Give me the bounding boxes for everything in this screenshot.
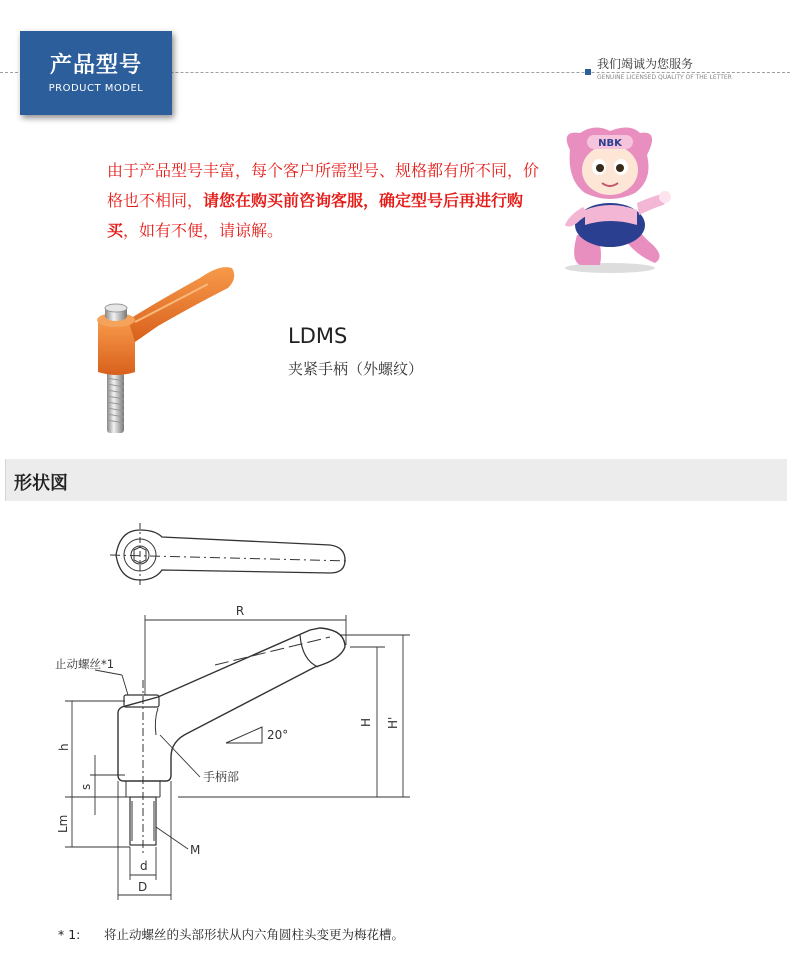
dim-h-prime: H'	[386, 716, 400, 729]
dim-h-upper: H	[359, 717, 373, 727]
service-subtext: GENUINE LICENSED QUALITY OF THE LETTER	[597, 74, 732, 81]
dim-s: s	[79, 783, 93, 790]
dim-lm: Lm	[56, 814, 70, 833]
notice-part1: 由于产品型号丰富，每个客户所需型号、规格都有所不同，价格也不相同，	[107, 161, 540, 210]
nbk-mascot-icon	[555, 125, 680, 275]
dim-d-large: D	[138, 880, 148, 894]
notice-text	[107, 156, 547, 246]
badge-subtitle: PRODUCT MODEL	[48, 83, 144, 94]
notice-part3: ，如有不便，请谅解。	[123, 221, 284, 240]
dim-r: R	[235, 604, 245, 618]
square-bullet-icon	[585, 69, 591, 75]
dim-d-small: d	[140, 859, 148, 873]
clamping-lever-image	[90, 260, 240, 435]
section-header	[5, 459, 787, 501]
thread-m-label: M	[190, 843, 201, 857]
section-title: 形状図	[14, 473, 68, 494]
product-code: LDMS	[288, 324, 348, 348]
side-view	[118, 628, 345, 855]
dim-h-lower: h	[57, 743, 71, 751]
technical-drawing	[40, 515, 420, 915]
notice-emphasis: 请您在购买前咨询客服，确定型号后再进行购买	[107, 191, 524, 240]
set-screw-label: 止动螺丝*1	[55, 657, 115, 671]
footnote-text: 将止动螺丝的头部形状从内六角圆柱头变更为梅花槽。	[104, 927, 405, 942]
badge-title: 产品型号	[49, 53, 142, 78]
section-badge	[20, 31, 172, 115]
dimension-lines	[55, 604, 410, 900]
product-name: 夹紧手柄（外螺纹）	[288, 360, 424, 378]
handle-label: 手柄部	[203, 770, 240, 784]
top-view	[110, 523, 350, 587]
mascot-badge-text: NBK	[598, 138, 622, 149]
angle-label: 20°	[267, 728, 289, 742]
footnote	[58, 925, 404, 943]
service-text: 我们竭诚为您服务	[597, 57, 694, 71]
footnote-mark: * 1:	[58, 927, 81, 942]
